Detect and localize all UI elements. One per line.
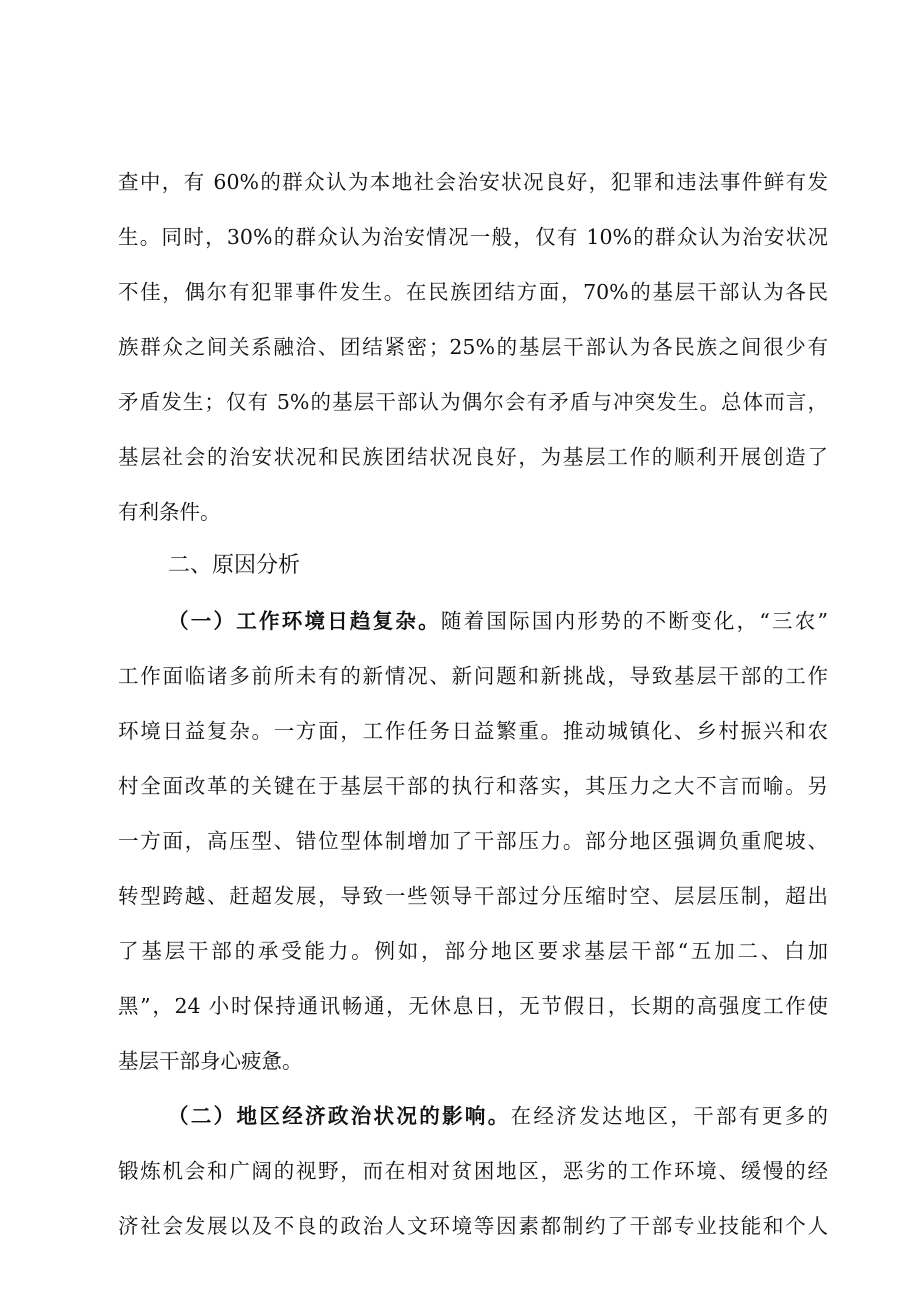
paragraph-line: 不佳，偶尔有犯罪事件发生。在民族团结方面，70%的基层干部认为各民 — [118, 280, 828, 304]
paragraph-line: 转型跨越、赶超发展，导致一些领导干部过分压缩时空、层层压制，超出 — [118, 884, 828, 908]
paragraph-line: 基层干部身心疲惫。 — [118, 1049, 303, 1073]
subheading-bold: （二）地区经济政治状况的影响。 — [168, 1104, 511, 1128]
paragraph-line: 了基层干部的承受能力。例如，部分地区要求基层干部“五加二、白加 — [118, 939, 828, 963]
paragraph-text: 随着国际国内形势的不断变化，“三农” — [440, 609, 829, 633]
paragraph-line: 村全面改革的关键在于基层干部的执行和落实，其压力之大不言而喻。另 — [118, 774, 828, 798]
paragraph-line: 生。同时，30%的群众认为治安情况一般，仅有 10%的群众认为治安状况 — [118, 225, 828, 249]
paragraph-first-line — [168, 607, 828, 635]
paragraph-line: 环境日益复杂。一方面，工作任务日益繁重。推动城镇化、乡村振兴和农 — [118, 719, 828, 743]
paragraph-line: 一方面，高压型、错位型体制增加了干部压力。部分地区强调负重爬坡、 — [118, 829, 828, 853]
paragraph-line: 矛盾发生；仅有 5%的基层干部认为偶尔会有矛盾与冲突发生。总体而言， — [118, 390, 828, 414]
section-heading: 二、原因分析 — [168, 553, 301, 578]
paragraph-line: 查中，有 60%的群众认为本地社会治安状况良好，犯罪和违法事件鲜有发 — [118, 170, 828, 194]
paragraph-line: 族群众之间关系融洽、团结紧密；25%的基层干部认为各民族之间很少有 — [118, 335, 828, 359]
paragraph-text: 在经济发达地区，干部有更多的 — [510, 1104, 829, 1128]
paragraph-line: 有利条件。 — [118, 500, 221, 524]
paragraph-line: 济社会发展以及不良的政治人文环境等因素都制约了干部专业技能和个人 — [118, 1214, 828, 1238]
subheading-bold: （一）工作环境日趋复杂。 — [168, 609, 441, 633]
paragraph-line: 基层社会的治安状况和民族团结状况良好，为基层工作的顺利开展创造了 — [118, 445, 828, 469]
paragraph-line: 工作面临诸多前所未有的新情况、新问题和新挑战，导致基层干部的工作 — [118, 664, 828, 688]
paragraph-line: 锻炼机会和广阔的视野，而在相对贫困地区，恶劣的工作环境、缓慢的经 — [118, 1159, 828, 1183]
paragraph-first-line — [168, 1102, 828, 1130]
paragraph-line: 黑”，24 小时保持通讯畅通，无休息日，无节假日，长期的高强度工作使 — [118, 994, 828, 1018]
